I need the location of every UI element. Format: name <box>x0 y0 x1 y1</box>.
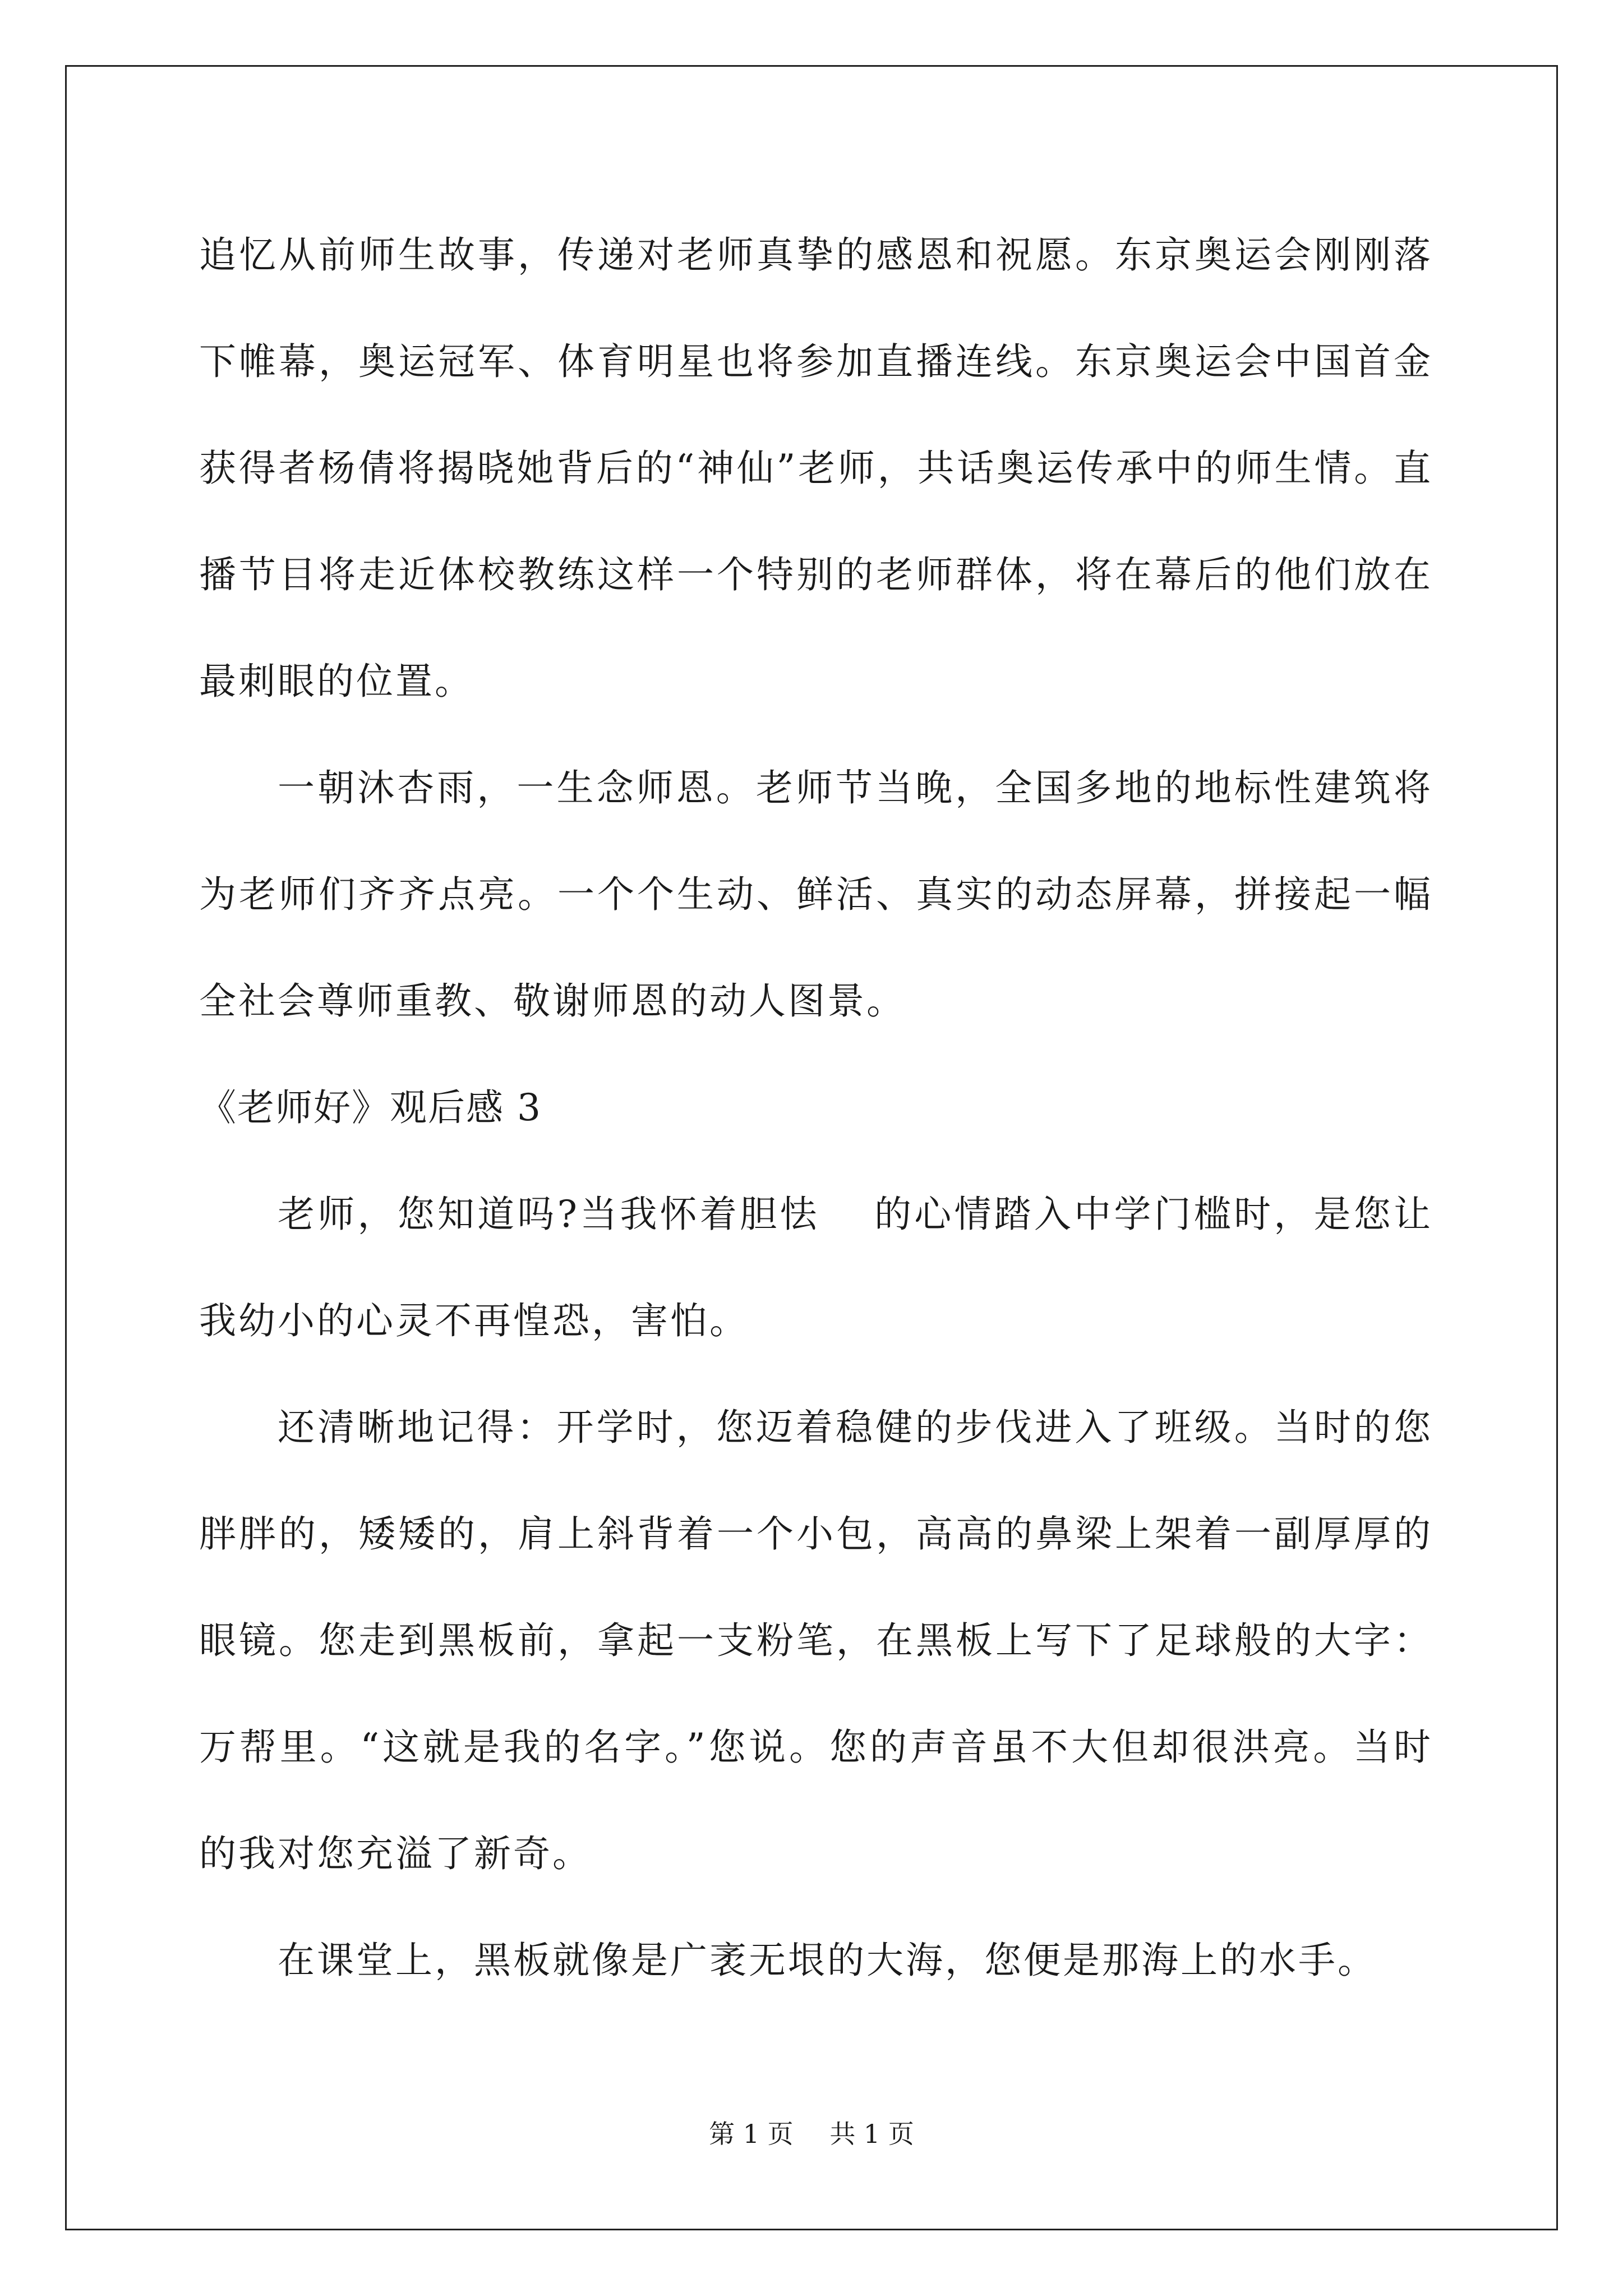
paragraph: 追忆从前师生故事，传递对老师真挚的感恩和祝愿。东京奥运会刚刚落下帷幕，奥运冠军、体育明星也将参加直播连线。东京奥运会中国首金获得者杨倩将揭晓她背后的“神仙”老师，共话奥运传承中的师生情。直播节目将走近体校教练这样一个特别的老师群体，将在幕后的他们放在最刺眼的位置。 <box>199 233 1433 703</box>
document-body <box>199 202 1433 2014</box>
paragraph: 老师，您知道吗?当我怀着胆怯 的心情踏入中学门槛时，是您让我幼小的心灵不再惶恐，害怕。 <box>199 1193 1433 1342</box>
paragraph: 还清晰地记得：开学时，您迈着稳健的步伐进入了班级。当时的您胖胖的，矮矮的，肩上斜背着一个小包，高高的鼻梁上架着一副厚厚的眼镜。您走到黑板前，拿起一支粉笔，在黑板上写下了足球般的大字：万帮里。“这就是我的名字。”您说。您的声音虽不大但却很洪亮。当时的我对您充溢了新奇。 <box>199 1406 1433 1875</box>
page-number: 第 1 页 <box>709 2119 794 2149</box>
paragraph: 一朝沐杏雨，一生念师恩。老师节当晚，全国多地的地标性建筑将为老师们齐齐点亮。一个个生动、鲜活、真实的动态屏幕，拼接起一幅全社会尊师重教、敬谢师恩的动人图景。 <box>199 766 1433 1023</box>
paragraph: 在课堂上，黑板就像是广袤无垠的大海，您便是那海上的水手。 <box>278 1939 1377 1982</box>
page-total: 共 1 页 <box>829 2119 914 2149</box>
section-title: 《老师好》观后感 3 <box>199 1086 542 1129</box>
page-footer <box>0 2117 1623 2151</box>
